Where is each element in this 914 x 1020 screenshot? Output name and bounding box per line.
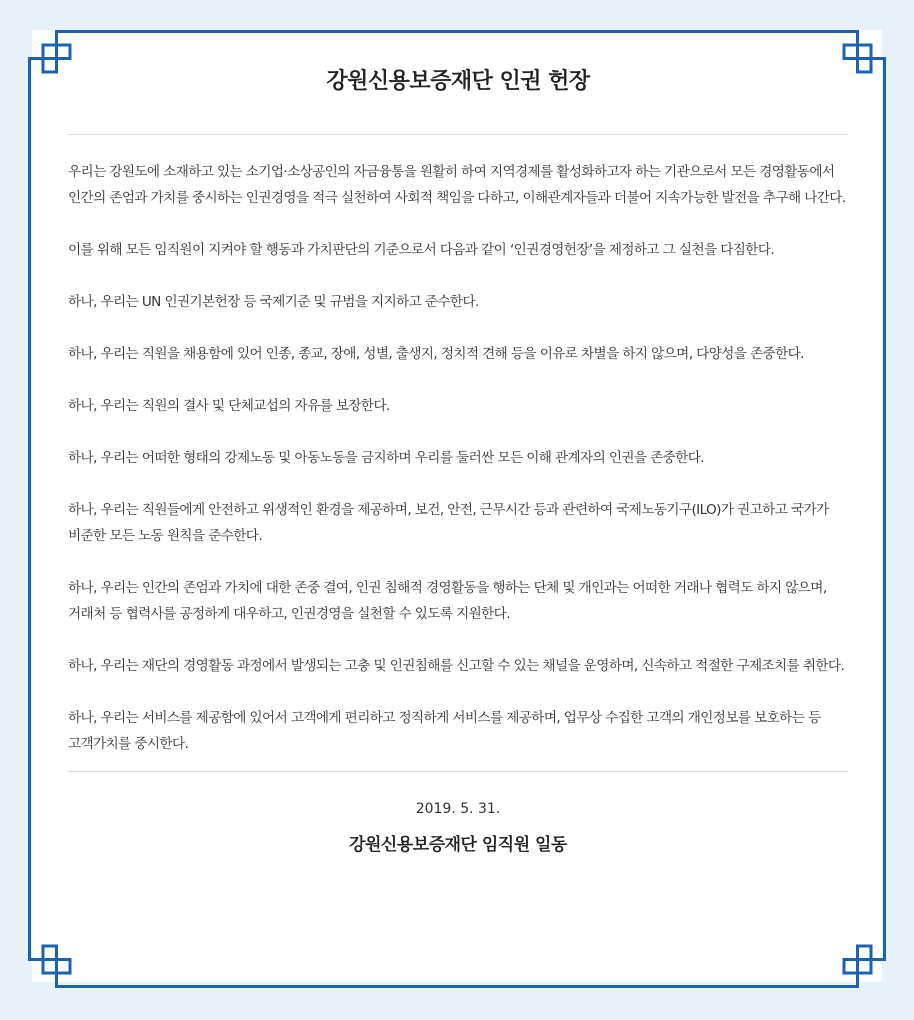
article-item: 하나, 우리는 UN 인권기본헌장 등 국제기준 및 규범을 지지하고 준수한다. xyxy=(68,294,479,310)
paragraph-intro: 우리는 강원도에 소재하고 있는 소기업·소상공인의 자금융통을 원활히 하여 지역경제를 활성화하고자 하는 기관으로서 모든 경영활동에서 인간의 존엄과 가치를 중시하는 인권경영을 적극 실천하여 사회적 책임을 다하고, 이해관계자들과 더불어 지속가능한 발전을 추구해 나간다. xyxy=(68,164,846,206)
paragraph-resolution: 이를 위해 모든 임직원이 지켜야 할 행동과 가치판단의 기준으로서 다음과 같이 ‘인권경영헌장’을 제정하고 그 실천을 다짐한다. xyxy=(68,242,775,258)
article-item: 하나, 우리는 직원들에게 안전하고 위생적인 환경을 제공하며, 보건, 안전, 근무시간 등과 관련하여 국제노동기구(ILO)가 권고하고 국가가 비준한 모든 노동 원칙을 준수한다. xyxy=(68,502,829,544)
article-item: 하나, 우리는 인간의 존엄과 가치에 대한 존중 결여, 인권 침해적 경영활동을 행하는 단체 및 개인과는 어떠한 거래나 협력도 하지 않으며, 거래처 등 협력사를 공정하게 대우하고, 인권경영을 실천할 수 있도록 지원한다. xyxy=(68,580,827,622)
divider-bottom xyxy=(68,771,848,772)
charter-body xyxy=(68,135,848,757)
article-item: 하나, 우리는 어떠한 형태의 강제노동 및 아동노동을 금지하며 우리를 둘러싼 모든 이해 관계자의 인권을 존중한다. xyxy=(68,450,704,466)
page-title: 강원신용보증재단 인권 헌장 xyxy=(326,69,590,94)
charter-content xyxy=(68,60,848,858)
article-item: 하나, 우리는 직원을 채용함에 있어 인종, 종교, 장애, 성별, 출생지, 정치적 견해 등을 이유로 차별을 하지 않으며, 다양성을 존중한다. xyxy=(68,346,804,362)
enactment-date: 2019. 5. 31. xyxy=(415,801,501,817)
article-item: 하나, 우리는 재단의 경영활동 과정에서 발생되는 고충 및 인권침해를 신고할 수 있는 채널을 운영하며, 신속하고 적절한 구제조치를 취한다. xyxy=(68,658,845,674)
article-item: 하나, 우리는 서비스를 제공함에 있어서 고객에게 편리하고 정직하게 서비스를 제공하며, 업무상 수집한 고객의 개인정보를 보호하는 등 고객가치를 중시한다. xyxy=(68,710,821,752)
article-item: 하나, 우리는 직원의 결사 및 단체교섭의 자유를 보장한다. xyxy=(68,398,390,414)
signature: 강원신용보증재단 임직원 일동 xyxy=(349,835,567,855)
